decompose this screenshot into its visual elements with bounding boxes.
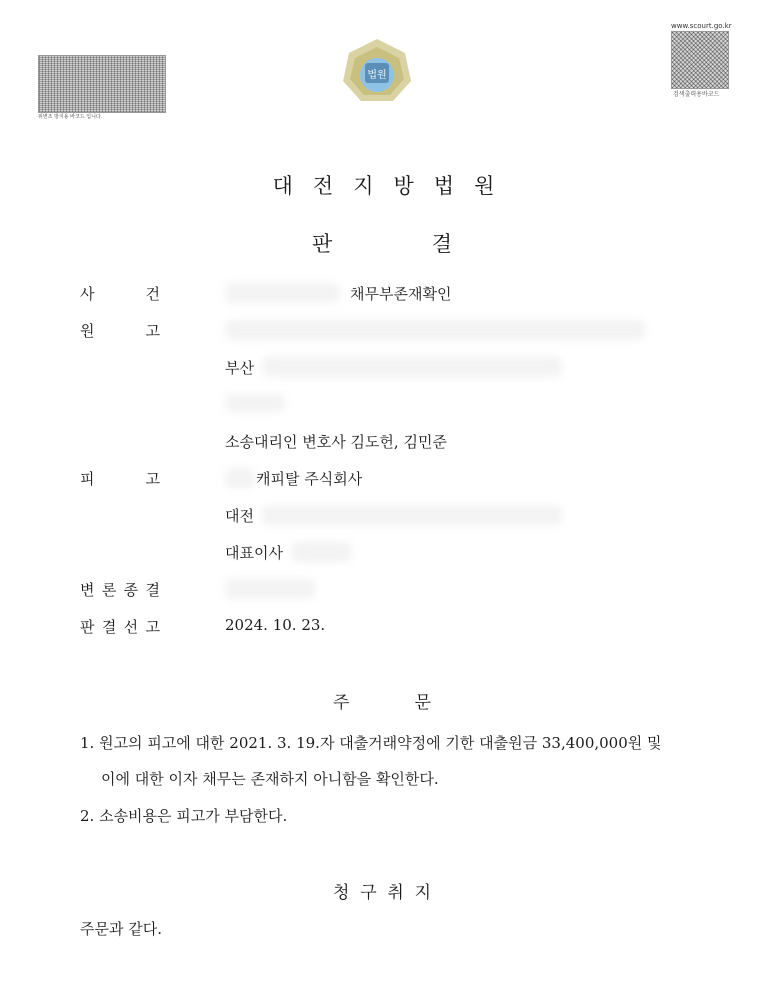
claim-text: 주문과 같다. bbox=[80, 920, 162, 938]
label-char: 원 bbox=[80, 322, 95, 340]
court-name-title: 대전지방법원 bbox=[272, 174, 515, 198]
document-type-title bbox=[312, 228, 452, 258]
case-name-value: 채무부존재확인 bbox=[350, 285, 452, 303]
claim-section-title bbox=[333, 878, 431, 903]
judgment-date-label bbox=[80, 616, 160, 637]
label-char: 결 bbox=[145, 581, 160, 599]
defendant-representative: 대표이사 bbox=[225, 544, 283, 562]
title-char: 주 bbox=[333, 693, 350, 713]
label-char: 종 bbox=[123, 581, 139, 599]
label-char: 고 bbox=[145, 322, 160, 340]
order-section-title bbox=[333, 688, 431, 713]
defendant-label bbox=[80, 468, 160, 489]
court-emblem-icon bbox=[341, 37, 413, 103]
label-char: 고 bbox=[145, 470, 160, 488]
order-item-1-continued: 이에 대한 이자 채무는 존재하지 아니함을 확인한다. bbox=[101, 770, 439, 788]
label-char: 고 bbox=[145, 618, 160, 636]
redacted-case-number bbox=[225, 283, 340, 303]
judgment-date-value: 2024. 10. 23. bbox=[225, 616, 326, 634]
order-item-1: 1. 원고의 피고에 대한 2021. 3. 19.자 대출거래약정에 기한 대출원금 33,400,000원 및 bbox=[80, 734, 662, 752]
label-char: 사 bbox=[80, 285, 95, 303]
anti-forgery-barcode bbox=[38, 55, 166, 113]
search-qr-code bbox=[671, 31, 729, 89]
emblem-text: 법원 bbox=[367, 70, 387, 81]
order-item-2: 2. 소송비용은 피고가 부담한다. bbox=[80, 807, 288, 825]
label-char: 변 bbox=[80, 581, 95, 599]
redacted-plaintiff-address bbox=[262, 357, 562, 377]
defendant-address: 대전 bbox=[225, 507, 254, 525]
redacted-defendant-address bbox=[262, 505, 562, 525]
case-number-label bbox=[80, 283, 160, 304]
redacted-plaintiff-address-2 bbox=[225, 394, 285, 412]
document-type-char-1: 판 bbox=[312, 232, 333, 256]
title-char: 지 bbox=[414, 883, 431, 903]
label-char: 선 bbox=[123, 618, 139, 636]
title-char: 문 bbox=[414, 693, 431, 713]
label-char: 결 bbox=[101, 618, 117, 636]
title-char: 구 bbox=[360, 883, 377, 903]
label-char: 론 bbox=[101, 581, 117, 599]
redacted-plaintiff bbox=[225, 320, 645, 340]
redacted-defendant-name bbox=[225, 468, 255, 488]
redacted-hearing-date bbox=[225, 579, 315, 599]
document-type-char-2: 결 bbox=[431, 232, 452, 256]
redacted-representative bbox=[292, 542, 352, 562]
hearing-concluded-label bbox=[80, 579, 160, 600]
court-website-url: www.scourt.go.kr bbox=[671, 22, 732, 30]
anti-forgery-barcode-caption: 위변조 방지용 바코드 입니다. bbox=[38, 114, 103, 120]
plaintiff-label bbox=[80, 320, 160, 341]
label-char: 판 bbox=[80, 618, 95, 636]
title-char: 취 bbox=[387, 883, 404, 903]
label-char: 피 bbox=[80, 470, 95, 488]
title-char: 청 bbox=[333, 883, 350, 903]
plaintiff-address: 부산 bbox=[225, 359, 254, 377]
label-char: 건 bbox=[145, 285, 160, 303]
plaintiff-attorney: 소송대리인 변호사 김도헌, 김민준 bbox=[225, 433, 447, 451]
search-qr-code-caption: 검색출력용바코드 bbox=[673, 91, 720, 98]
defendant-name: 캐피탈 주식회사 bbox=[256, 470, 363, 488]
